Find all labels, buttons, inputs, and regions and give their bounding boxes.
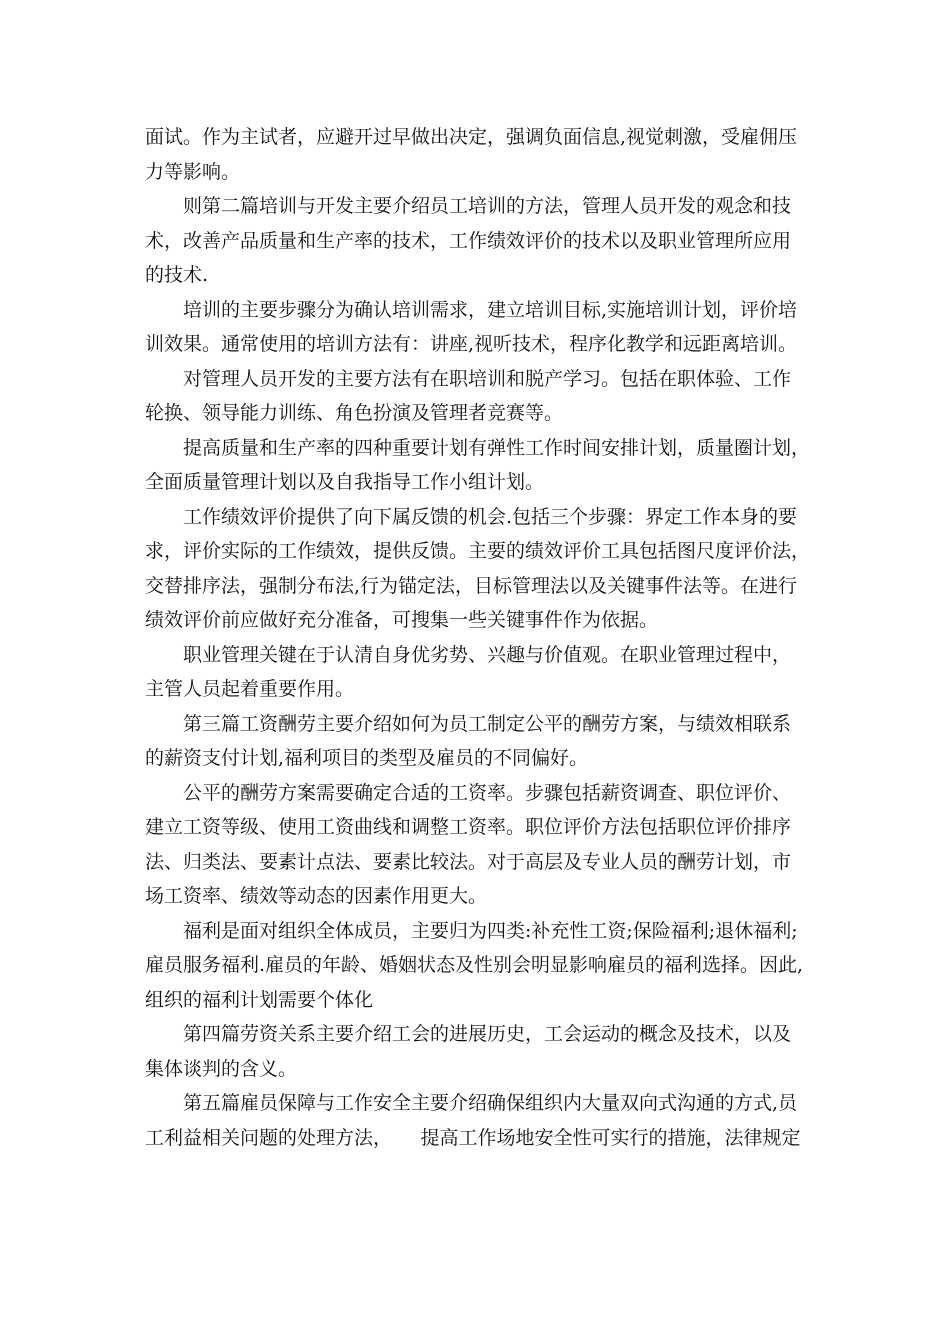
- text-line: 法、归类法、要素计点法、要素比较法。对于高层及专业人员的酬劳计划，市: [145, 850, 792, 873]
- paragraph: [145, 638, 807, 707]
- text-line: 轮换、领导能力训练、角色扮演及管理者竞赛等。: [145, 402, 564, 424]
- paragraph: [145, 293, 807, 362]
- text-line: 工作绩效评价提供了向下属反馈的机会.包括三个步骤：界定工作本身的要: [183, 505, 798, 528]
- text-line: 则第二篇培训与开发主要介绍员工培训的方法，管理人员开发的观念和技: [183, 195, 792, 217]
- text-line: 组织的福利计划需要个体化: [145, 988, 374, 1011]
- paragraph: [145, 776, 807, 914]
- paragraph: [145, 362, 807, 431]
- text-line: 雇员服务福利.雇员的年龄、婚姻状态及性别会明显影响雇员的福利选择。因此,: [145, 954, 804, 976]
- text-line: 求，评价实际的工作绩效，提供反馈。主要的绩效评价工具包括图尺度评价法，: [145, 540, 811, 562]
- paragraph: [145, 914, 807, 1018]
- text-line: 绩效评价前应做好充分准备，可搜集一些关键事件作为依据。: [145, 609, 659, 631]
- text-line: 主管人员起着重要作用。: [145, 678, 355, 700]
- paragraph: [145, 120, 807, 189]
- text-line: 交替排序法，强制分布法,行为锚定法，目标管理法以及关键事件法等。在进行: [145, 574, 798, 597]
- text-line: 第四篇劳资关系主要介绍工会的进展历史，工会运动的概念及技术，以及: [183, 1023, 792, 1045]
- text-line: 术，改善产品质量和生产率的技术，工作绩效评价的技术以及职业管理所应用: [145, 229, 792, 252]
- paragraph: [145, 1017, 807, 1086]
- text-line: 提高质量和生产率的四种重要计划有弹性工作时间安排计划，质量圈计划，: [183, 436, 811, 459]
- text-line: 建立工资等级、使用工资曲线和调整工资率。职位评价方法包括职位评价排序: [145, 816, 792, 838]
- text-line: 集体谈判的含义。: [145, 1057, 298, 1080]
- text-line: 训效果。通常使用的培训方法有：讲座,视听技术，程序化教学和远距离培训。: [145, 333, 798, 355]
- text-line: 工利益相关问题的处理方法， 提高工作场地安全性可实行的措施，法律规定: [145, 1126, 801, 1149]
- text-line: 对管理人员开发的主要方法有在职培训和脱产学习。包括在职体验、工作: [183, 367, 792, 390]
- text-line: 培训的主要步骤分为确认培训需求，建立培训目标,实施培训计划，评价培: [183, 298, 798, 321]
- paragraph: [145, 189, 807, 293]
- text-line: 面试。作为主试者，应避开过早做出决定，强调负面信息,视觉刺激，受雇佣压: [145, 126, 798, 148]
- paragraph: [145, 1086, 807, 1155]
- text-line: 力等影响。: [145, 160, 241, 183]
- paragraph: [145, 500, 811, 638]
- text-line: 的薪资支付计划,福利项目的类型及雇员的不同偏好。: [145, 747, 589, 769]
- text-line: 公平的酬劳方案需要确定合适的工资率。步骤包括薪资调查、职位评价、: [183, 781, 792, 804]
- body-text: [145, 120, 811, 1155]
- text-line: 的技术.: [145, 264, 209, 286]
- text-line: 场工资率、绩效等动态的因素作用更大。: [145, 885, 488, 907]
- text-line: 全面质量管理计划以及自我指导工作小组计划。: [145, 471, 545, 493]
- text-line: 第三篇工资酬劳主要介绍如何为员工制定公平的酬劳方案，与绩效相联系: [183, 712, 792, 735]
- text-line: 职业管理关键在于认清自身优劣势、兴趣与价值观。在职业管理过程中，: [183, 643, 792, 666]
- text-line: 第五篇雇员保障与工作安全主要介绍确保组织内大量双向式沟通的方式,员: [183, 1092, 798, 1114]
- paragraph: [145, 431, 811, 500]
- paragraph: [145, 707, 807, 776]
- text-line: 福利是面对组织全体成员，主要归为四类:补充性工资;保险福利;退休福利;: [183, 919, 798, 942]
